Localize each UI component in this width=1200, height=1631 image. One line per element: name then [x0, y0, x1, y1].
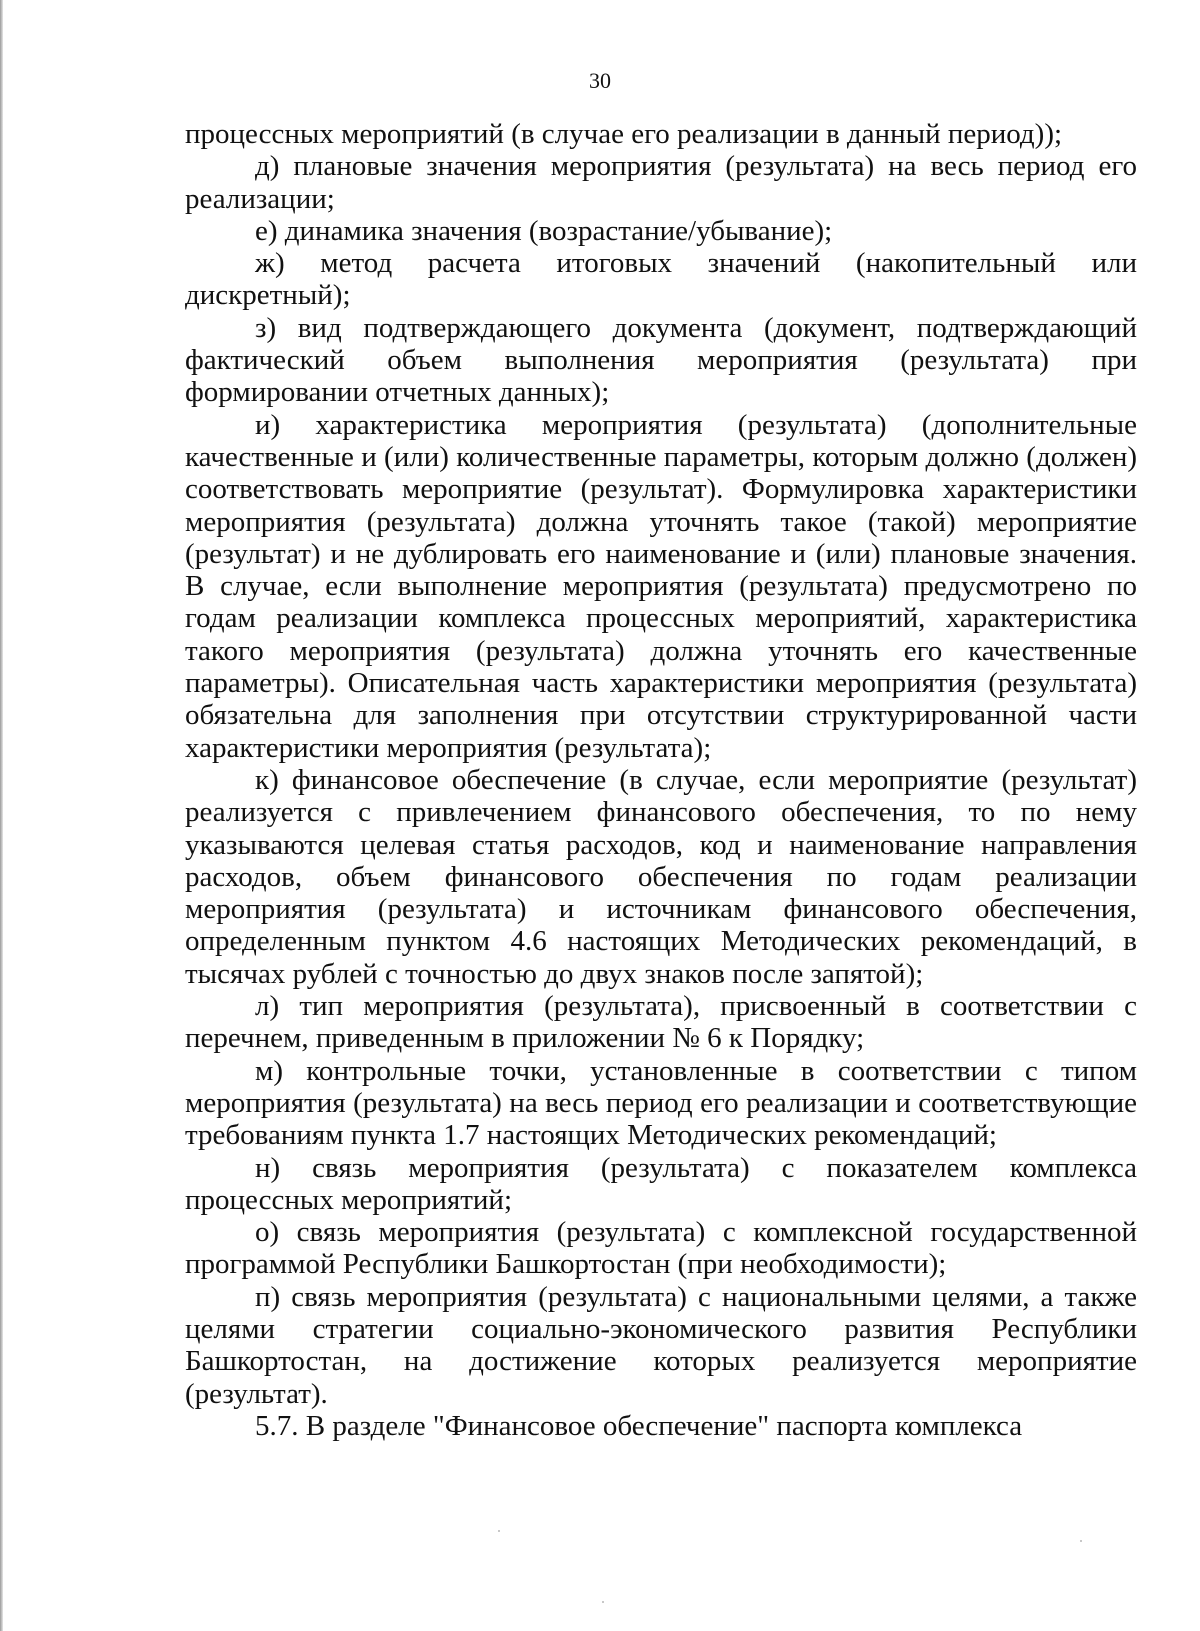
scan-speck [602, 1601, 604, 1603]
paragraph-item-zh: ж) метод расчета итоговых значений (накопительный или дискретный); [185, 247, 1137, 312]
paragraph-section-5-7: 5.7. В разделе "Финансовое обеспечение" паспорта комплекса [255, 1409, 1023, 1442]
paragraph-item-z: з) вид подтверждающего документа (документ, подтверждающий фактический объем выполнения мероприятия (результата) при формировании отчетных данных); [185, 311, 1137, 409]
scan-speck [1080, 1540, 1082, 1542]
paragraph-item-k: к) финансовое обеспечение (в случае, если мероприятие (результат) реализуется с привлечением финансового обеспечения, то по нему указываются целевая статья расходов, код и наименование направления расходов, объем финансового обеспечения по годам реализации мероприятия (результата) и источникам финансового обеспечения, определенным пунктом 4.6 настоящих Методических рекомендаций, в тысячах рублей с точностью до двух знаков после запятой); [185, 763, 1137, 990]
body-text [185, 118, 1137, 1442]
paragraph-item-m: м) контрольные точки, установленные в соответствии с типом мероприятия (результата) на весь период его реализации и соответствующие требованиям пункта 1.7 настоящих Методических рекомендаций; [185, 1054, 1137, 1152]
paragraph-item-n: н) связь мероприятия (результата) с показателем комплекса процессных мероприятий; [185, 1151, 1137, 1216]
paragraph-item-e: е) динамика значения (возрастание/убывание); [255, 214, 833, 247]
paragraph-item-l: л) тип мероприятия (результата), присвоенный в соответствии с перечнем, приведенным в приложении № 6 к Порядку; [185, 990, 1137, 1055]
page-number: 30 [589, 68, 611, 93]
scan-speck [498, 1530, 500, 1532]
paragraph-item-o: о) связь мероприятия (результата) с комплексной государственной программой Республики Башкортостан (при необходимости); [185, 1216, 1137, 1281]
paragraph-continuation: процессных мероприятий (в случае его реализации в данный период)); [185, 118, 1063, 150]
scan-edge [0, 0, 3, 1631]
paragraph-item-p: п) связь мероприятия (результата) с национальными целями, а также целями стратегии социально-экономического развития Республики Башкортостан, на достижение которых реализуется мероприятие (результат). [185, 1280, 1137, 1410]
paragraph-item-i: и) характеристика мероприятия (результата) (дополнительные качественные и (или) количественные параметры, которым должно (должен) соответствовать мероприятие (результат). Формулировка характеристики мероприятия (результата) должна уточнять такое (такой) мероприятие (результат) и не дублировать его наименование и (или) плановые значения. В случае, если выполнение мероприятия (результата) предусмотрено по годам реализации комплекса процессных мероприятий, характеристика такого мероприятия (результата) должна уточнять его качественные параметры). Описательная часть характеристики мероприятия (результата) обязательна для заполнения при отсутствии структурированной части характеристики мероприятия (результата); [185, 408, 1137, 764]
paragraph-item-d: д) плановые значения мероприятия (результата) на весь период его реализации; [185, 150, 1137, 215]
